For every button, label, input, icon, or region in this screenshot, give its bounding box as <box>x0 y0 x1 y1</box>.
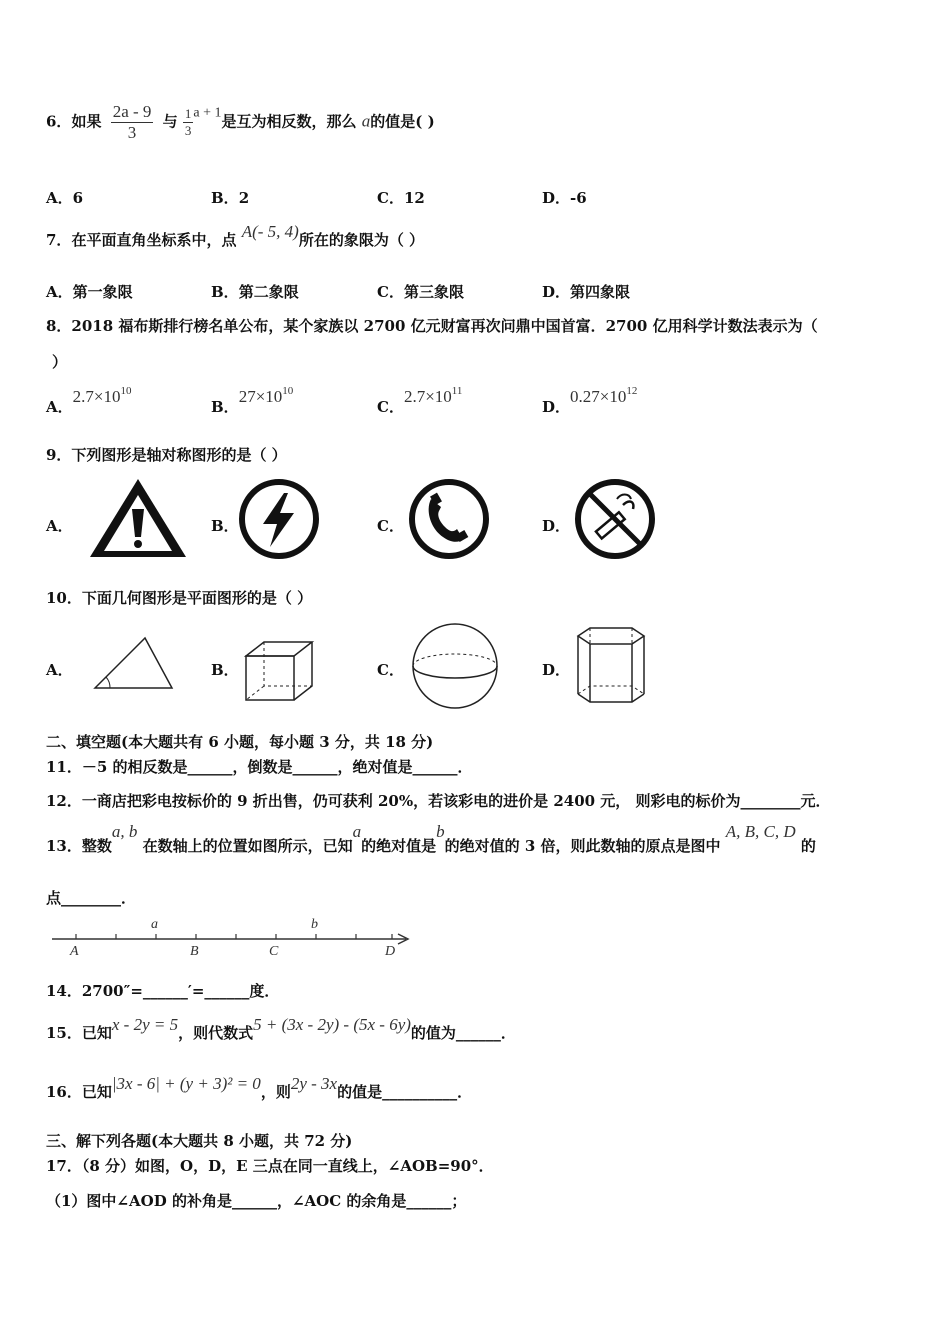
q7-option-c[interactable]: C．第三象限 <box>377 283 464 301</box>
question-11: 11．－5 的相反数是______，倒数是______，绝对值是______． <box>46 758 473 776</box>
triangle-shape <box>90 632 180 694</box>
q8-option-d[interactable]: D．$0.27\times 10^{12}$ <box>542 385 638 416</box>
number-line-point-d: D <box>385 944 396 958</box>
section-2-heading: 二、填空题(本大题共有 6 小题，每小题 3 分，共 18 分) <box>46 733 434 751</box>
question-10: 10．下面几何图形是平面图形的是（ ） <box>46 589 313 607</box>
question-13: 13．整数a, b 在数轴上的位置如图所示，已知a的绝对值是b的绝对值的 3 倍，则此数轴的原点是图中 A, B, C, D 的 <box>46 822 816 855</box>
q10-option-b-label[interactable]: B． <box>211 661 239 679</box>
q7-option-d[interactable]: D．第四象限 <box>542 283 631 301</box>
q7-option-a[interactable]: A．第一象限 <box>46 283 133 301</box>
question-15: 15．已知x - 2y = 5，则代数式5 + (3x - 2y) - (5x - 6y)的值为______． <box>46 1015 516 1042</box>
q9-option-c-label[interactable]: C． <box>377 517 404 535</box>
q9-option-d-label[interactable]: D． <box>542 517 571 535</box>
number-line-label-b: b <box>311 917 318 932</box>
q6-option-c[interactable]: C．12 <box>377 189 425 207</box>
question-12: 12．一商店把彩电按标价的 9 折出售，仍可获利 20%，若该彩电的进价是 2400 元， 则彩电的标价为________元． <box>46 792 831 810</box>
q6-option-a[interactable]: A．6 <box>46 189 84 207</box>
fraction-2a-9-over-3: $\frac{2a - 9}{3}$ <box>112 102 152 142</box>
q6-option-b[interactable]: B．2 <box>211 189 250 207</box>
sphere-shape <box>408 620 502 712</box>
q10-option-c-label[interactable]: C． <box>377 661 404 679</box>
telephone-icon <box>407 477 491 561</box>
question-17-part-1: （1）图中∠AOD 的补角是______，∠AOC 的余角是______； <box>46 1192 467 1210</box>
question-14: 14．2700″=______′=______度． <box>46 982 280 1000</box>
hexagonal-prism-shape <box>572 624 652 708</box>
no-smoking-icon <box>573 477 657 561</box>
q8-option-a[interactable]: A．$2.7\times 10^{10}$ <box>46 385 132 416</box>
number-line-point-b: B <box>190 944 199 958</box>
section-3-heading: 三、解下列各题(本大题共 8 小题，共 72 分) <box>46 1132 353 1150</box>
q9-option-a-label[interactable]: A． <box>46 517 73 535</box>
fraction-one-third: $\frac{1}{3}$ <box>184 106 192 138</box>
question-16: 16．已知|3x - 6| + (y + 3)² = 0，则2y - 3x的值是__________． <box>46 1074 473 1101</box>
number-line-label-a: a <box>151 917 158 932</box>
question-6: 6．如果 $\frac{2a - 9}{3}$ 与 $\frac{1}{3}$ a + 1是互为相反数，那么 a的值是( ) <box>46 102 435 142</box>
lightning-bolt-icon <box>237 477 321 561</box>
q8-option-b[interactable]: B．$27\times 10^{10}$ <box>211 385 294 416</box>
number-line-point-c: C <box>269 944 279 958</box>
q7-option-b[interactable]: B．第二象限 <box>211 283 299 301</box>
cube-shape <box>242 638 318 704</box>
number-line-point-a: A <box>70 944 79 958</box>
question-7: 7．在平面直角坐标系中，点 A(- 5, 4)所在的象限为（ ） <box>46 222 425 249</box>
q9-option-b-label[interactable]: B． <box>211 517 239 535</box>
q10-option-a-label[interactable]: A． <box>46 661 73 679</box>
warning-triangle-icon <box>86 475 190 561</box>
question-17: 17．（8 分）如图，O，D，E 三点在同一直线上，∠AOB=90°． <box>46 1157 494 1175</box>
q8-option-c[interactable]: C．$2.7\times 10^{11}$ <box>377 385 463 416</box>
question-13-continued: 点________． <box>46 889 137 907</box>
question-8-continued: ） <box>52 353 68 371</box>
question-8: 8．2018 福布斯排行榜名单公布，某个家族以 2700 亿元财富再次问鼎中国首富．2700 亿用科学计数法表示为（ <box>46 317 818 335</box>
number-line-diagram <box>50 912 420 958</box>
question-9: 9．下列图形是轴对称图形的是（ ） <box>46 446 287 464</box>
q6-option-d[interactable]: D．-6 <box>542 189 587 207</box>
q10-option-d-label[interactable]: D． <box>542 661 571 679</box>
